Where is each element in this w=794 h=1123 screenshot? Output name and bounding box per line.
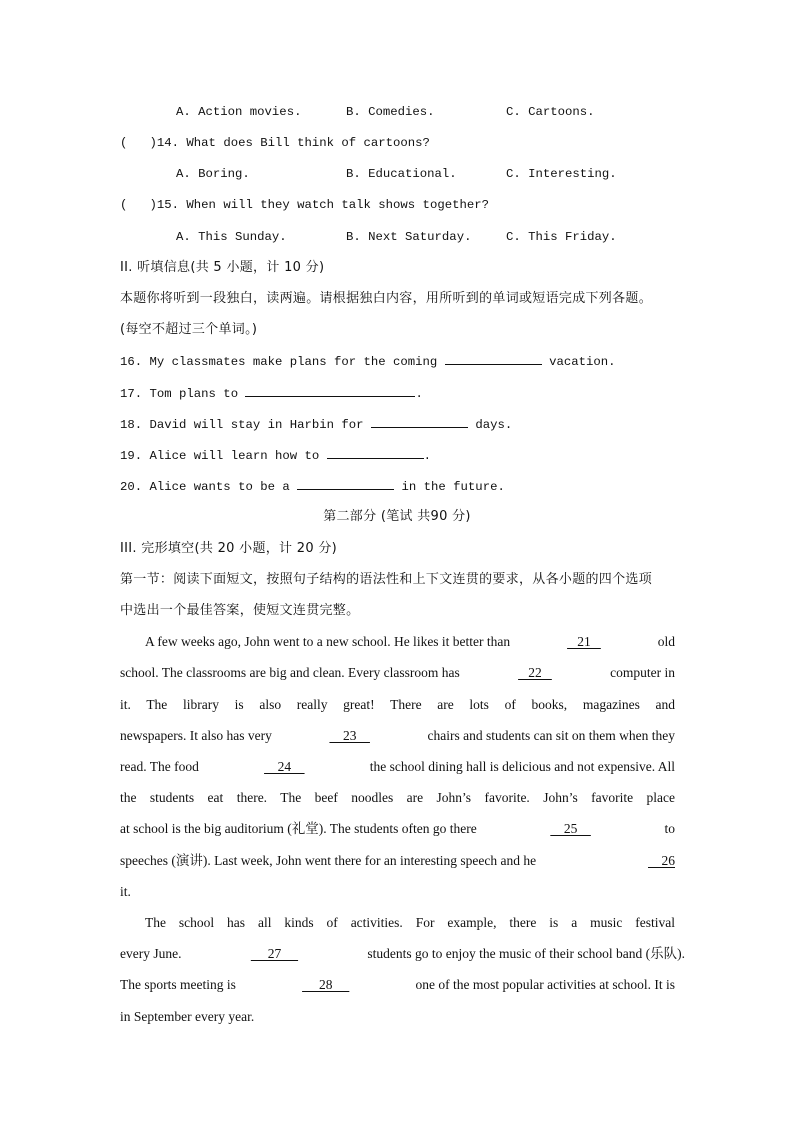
passage-line: the students eat there. The beef noodles are John’s favorite. John’s favorite place [120,790,675,805]
q13-option-a: A. Action movies. [176,105,302,119]
question-15 [120,197,489,213]
question-text-end: in the future. [401,480,505,494]
passage-text: to [664,821,675,836]
q13-option-c: C. Cartoons. [506,105,595,119]
q13-option-b: B. Comedies. [346,105,435,119]
passage-line: it. The library is also really great! There are lots of books, magazines and [120,697,675,712]
answer-paren: ( ) [120,198,157,212]
passage-line: The school has all kinds of activities. For example, there is a music festival [145,915,675,930]
question-text: 14. What does Bill think of cartoons? [156,136,430,150]
passage-text: speeches (演讲). Last week, John went there for an interesting speech and he [120,853,537,868]
part-2-title: 第二部分 (笔试 共90 分) [323,509,471,524]
section-3-instruction-cont: 中选出一个最佳答案，使短文连贯完整。 [120,603,360,618]
passage-text: school. The classrooms are big and clean. Every classroom has [120,665,460,680]
section-2-instruction: 本题你将听到一段独白，读两遍。请根据独白内容，用所听到的单词或短语完成下列各题。 [120,291,653,306]
passage-text: at school is the big auditorium (礼堂). The students often go there [120,821,477,836]
passage-text: A few weeks ago, John went to a new school. He likes it better than [145,634,511,649]
question-18 [120,416,512,433]
passage-line [120,821,675,837]
question-19 [120,447,431,464]
passage-text: newspapers. It also has very [120,728,272,743]
answer-blank-19[interactable] [327,447,424,459]
q15-option-b: B. Next Saturday. [346,230,472,244]
question-14 [120,135,430,151]
question-text-end: . [415,387,423,401]
passage-line [120,665,675,681]
answer-blank-20[interactable] [297,478,394,490]
q14-option-b: B. Educational. [346,167,457,181]
cloze-blank-22[interactable]: 22 [518,665,552,680]
cloze-blank-28[interactable]: 28 [302,977,350,992]
passage-line [120,728,675,744]
passage-text: read. The food [120,759,199,774]
question-text: 16. My classmates make plans for the coming [120,355,438,369]
passage-line [120,946,685,962]
question-text: 15. When will they watch talk shows together? [156,198,489,212]
cloze-blank-26[interactable]: 26 [648,853,675,868]
cloze-blank-24[interactable]: 24 [264,759,305,774]
passage-line: it. [120,884,131,899]
question-20 [120,478,505,495]
question-text: 19. Alice will learn how to [120,449,320,463]
q15-option-a: A. This Sunday. [176,230,287,244]
cloze-blank-21[interactable]: 21 [567,634,601,649]
passage-text: every June. [120,946,182,961]
passage-text: chairs and students can sit on them when they [427,728,675,743]
answer-blank-17[interactable] [245,385,415,397]
q15-option-c: C. This Friday. [506,230,617,244]
passage-line [120,977,675,993]
question-text: 20. Alice wants to be a [120,480,290,494]
passage-text: students go to enjoy the music of their school band (乐队). [367,946,685,961]
passage-line [145,634,675,650]
passage-line: in September every year. [120,1009,255,1024]
answer-blank-16[interactable] [445,353,542,365]
passage-text: one of the most popular activities at school. It is [415,977,675,992]
q14-option-c: C. Interesting. [506,167,617,181]
cloze-blank-27[interactable]: 27 [250,946,299,961]
passage-line [120,853,675,869]
cloze-blank-23[interactable]: 23 [329,728,370,743]
answer-paren: ( ) [120,136,157,150]
passage-text: old [657,634,675,649]
section-3-instruction: 第一节：阅读下面短文，按照句子结构的语法性和上下文连贯的要求，从各小题的四个选项 [120,572,653,587]
question-text-end: vacation. [549,355,616,369]
cloze-blank-25[interactable]: 25 [550,821,591,836]
question-text-end: . [423,449,432,463]
q14-option-a: A. Boring. [176,167,250,181]
question-text: 18. David will stay in Harbin for [120,418,364,432]
question-17 [120,385,423,402]
question-16 [120,353,616,370]
question-text-end: days. [475,418,513,432]
section-2-heading: II. 听填信息(共 5 小题，计 10 分) [120,260,325,275]
passage-text: computer in [610,665,675,680]
passage-text: The sports meeting is [120,977,236,992]
passage-line [120,759,675,775]
question-text: 17. Tom plans to [120,387,239,401]
section-2-instruction-note: (每空不超过三个单词。) [120,322,258,337]
answer-blank-18[interactable] [371,416,468,428]
section-3-heading: III. 完形填空(共 20 小题，计 20 分) [120,541,338,556]
passage-text: the school dining hall is delicious and not expensive. All [369,759,675,774]
